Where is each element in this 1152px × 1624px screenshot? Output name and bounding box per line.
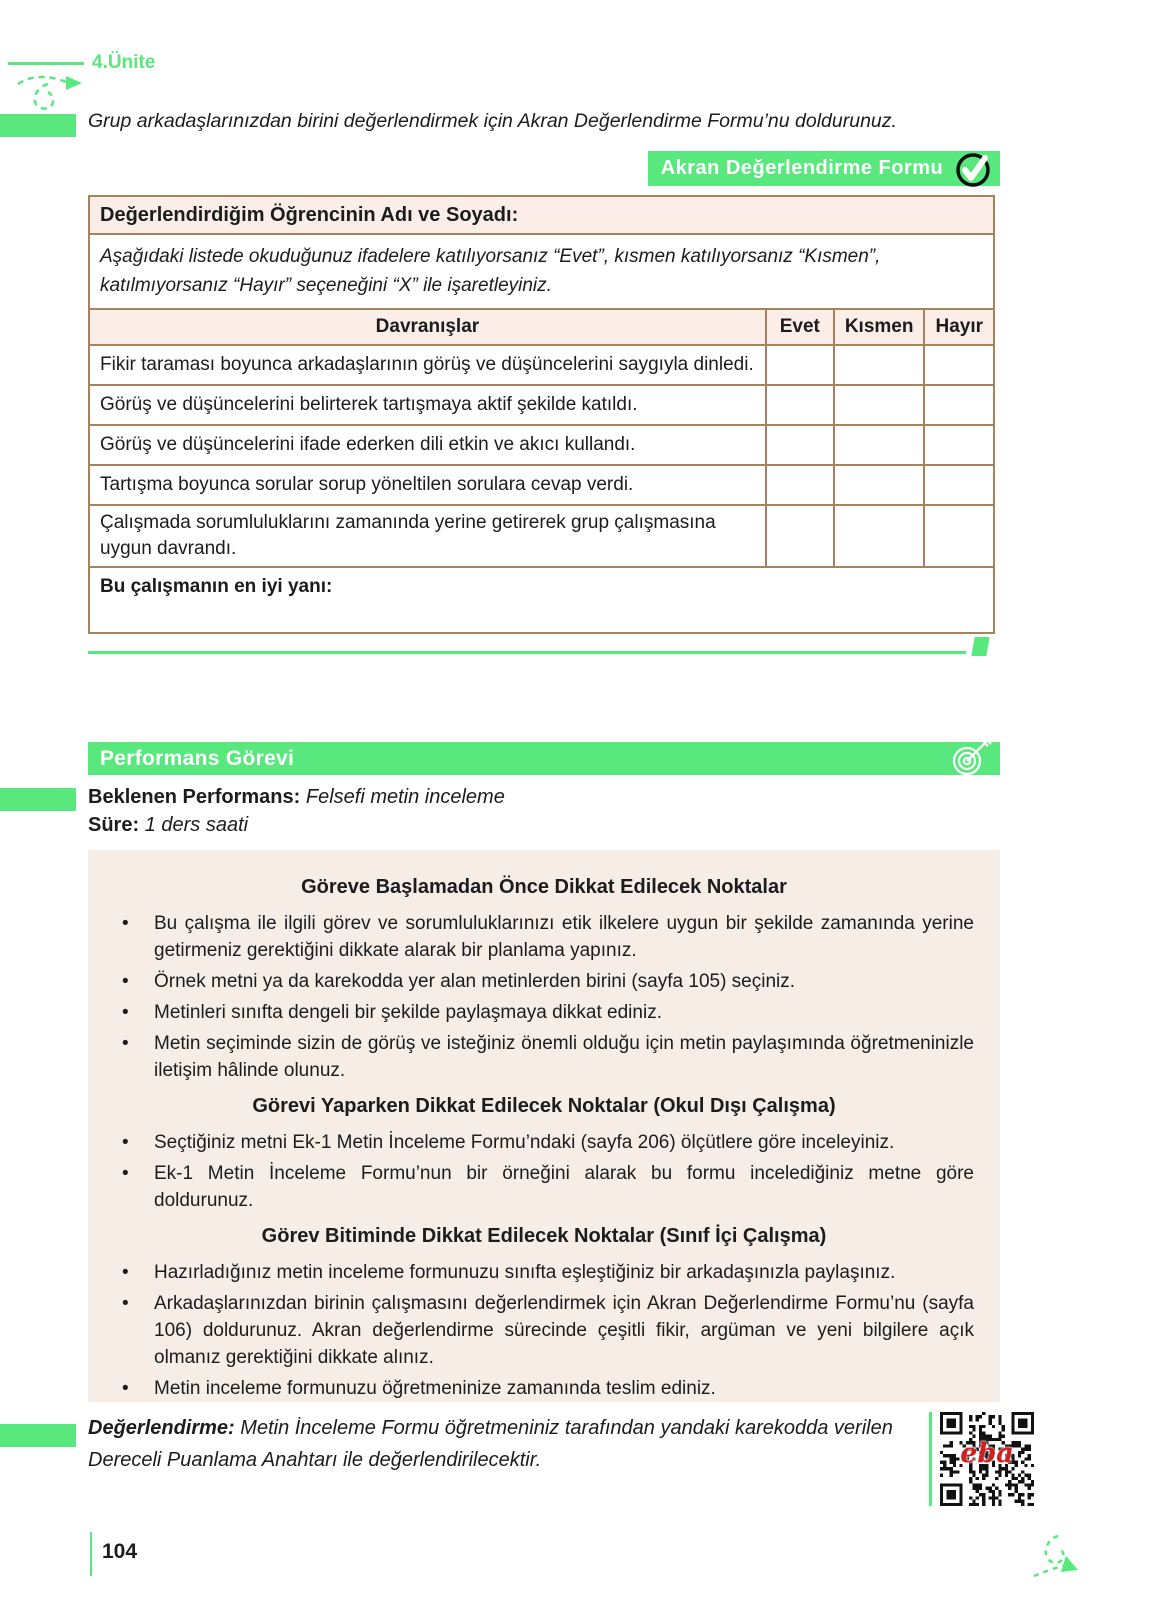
table-row [89, 234, 994, 309]
answer-cell-hayir[interactable] [924, 465, 994, 505]
unit-label: 4.Ünite [92, 52, 156, 73]
answer-cell-evet[interactable] [766, 505, 834, 567]
student-name-label: Değerlendirdiğim Öğrencinin Adı ve Soyadı: [100, 203, 519, 226]
bullet-item: • Örnek metni ya da karekodda yer alan metinlerden birini (sayfa 105) seçiniz. [114, 969, 974, 996]
bullet-list-during [114, 1130, 974, 1215]
answer-cell-evet[interactable] [766, 385, 834, 425]
peer-form-banner [648, 151, 1000, 186]
section-heading-during: Görevi Yaparken Dikkat Edilecek Noktalar (Okul Dışı Çalışma) [252, 1094, 836, 1117]
bullet-item: • Metin inceleme formunuzu öğretmeninize zamanında teslim ediniz. [114, 1376, 974, 1402]
answer-cell-evet[interactable] [766, 465, 834, 505]
bullet-list-after [114, 1260, 974, 1402]
answer-cell-kismen[interactable] [834, 465, 925, 505]
performance-task-title: Performans Görevi [100, 746, 295, 770]
answer-cell-kismen[interactable] [834, 425, 925, 465]
check-circle-icon [952, 148, 994, 195]
bullet-item: • Ek-1 Metin İnceleme Formu’nun bir örneğini alarak bu formu incelediğiniz metne göre doldurunuz. [114, 1161, 974, 1215]
dashed-loop-arrow-icon [1028, 1532, 1092, 1584]
peer-evaluation-table [88, 195, 995, 634]
section-heading-before: Göreve Başlamadan Önce Dikkat Edilecek Noktalar [301, 876, 787, 898]
column-header-hayir: Hayır [924, 309, 994, 345]
answer-cell-hayir[interactable] [924, 345, 994, 385]
student-name-field[interactable] [89, 196, 994, 234]
intro-instruction: Grup arkadaşlarınızdan birini değerlendirmek için Akran Değerlendirme Formu’nu doldurunuz. [88, 110, 897, 132]
behavior-text: Görüş ve düşüncelerini ifade ederken dili etkin ve akıcı kullandı. [89, 425, 766, 465]
table-header-row [89, 309, 994, 345]
section-heading-after: Görev Bitiminde Dikkat Edilecek Noktalar (Sınıf İçi Çalışma) [261, 1224, 827, 1247]
behavior-text: Fikir taraması boyunca arkadaşlarının görüş ve düşüncelerini saygıyla dinledi. [89, 345, 766, 385]
answer-cell-kismen[interactable] [834, 385, 925, 425]
performance-margin-bar [0, 788, 76, 811]
behavior-text: Çalışmada sorumluluklarını zamanında yerine getirerek grup çalışmasına uygun davrandı. [89, 505, 766, 567]
table-row [89, 567, 994, 633]
qr-code [940, 1412, 1034, 1506]
answer-cell-kismen[interactable] [834, 345, 925, 385]
expected-performance-value: Felsefi metin inceleme [305, 786, 505, 808]
qr-accent-line [929, 1412, 932, 1506]
answer-cell-evet[interactable] [766, 345, 834, 385]
answer-cell-hayir[interactable] [924, 385, 994, 425]
column-header-evet: Evet [766, 309, 834, 345]
duration-line [88, 814, 248, 837]
duration-value: 1 ders saati [144, 814, 249, 836]
divider-accent [971, 637, 989, 656]
behavior-text: Görüş ve düşüncelerini belirterek tartışmaya aktif şekilde katıldı. [89, 385, 766, 425]
task-instructions-box [88, 850, 1000, 1402]
bullet-item: • Metin seçiminde sizin de görüş ve isteğiniz önemli olduğu için metin paylaşımında öğretmeninizle iletişim hâlinde olunuz. [114, 1031, 974, 1085]
unit-header-line [8, 62, 84, 65]
table-row [89, 385, 994, 425]
duration-label: Süre: [88, 814, 140, 836]
best-part-field[interactable] [89, 567, 994, 633]
bullet-item: • Arkadaşlarınızdan birinin çalışmasını değerlendirmek için Akran Değerlendirme Formu’nu (sayfa 106) doldurunuz. Akran değerlendirme sürecinde çeşitli fikir, argüman ve yeni bilgilere açık olmanız gerektiğini dikkate alınız. [114, 1291, 974, 1372]
expected-performance-line [88, 786, 505, 809]
bullet-list-before [114, 911, 974, 1085]
dashed-loop-arrow-icon [14, 66, 86, 114]
bullet-item: • Bu çalışma ile ilgili görev ve sorumluluklarınızı etik ilkelere uygun bir şekilde zamanında yerine getirmeniz gerektiğini dikkate alarak bir planlama yapınız. [114, 911, 974, 965]
answer-cell-kismen[interactable] [834, 505, 925, 567]
answer-cell-hayir[interactable] [924, 505, 994, 567]
page-number: 104 [102, 1540, 138, 1563]
evaluation-note [88, 1412, 898, 1476]
evaluation-label: Değerlendirme: [88, 1417, 235, 1439]
section-divider-line [88, 651, 966, 654]
best-part-label: Bu çalışmanın en iyi yanı: [100, 576, 333, 597]
peer-form-banner-title: Akran Değerlendirme Formu [660, 157, 944, 179]
table-row [89, 505, 994, 567]
bullet-item: • Metinleri sınıfta dengeli bir şekilde paylaşmaya dikkat ediniz. [114, 1000, 974, 1027]
table-row [89, 425, 994, 465]
table-row [89, 465, 994, 505]
performance-task-banner [88, 742, 1000, 775]
table-row [89, 196, 994, 234]
answer-cell-evet[interactable] [766, 425, 834, 465]
bullet-item: • Seçtiğiniz metni Ek-1 Metin İnceleme Formu’ndaki (sayfa 206) ölçütlere göre inceleyiniz. [114, 1130, 974, 1157]
form-instructions: Aşağıdaki listede okuduğunuz ifadelere katılıyorsanız “Evet”, kısmen katılıyorsanız “Kısmen”, katılmıyorsanız “Hayır” seçeneğini “X” ile işaretleyiniz. [89, 234, 994, 309]
evaluation-text: Metin İnceleme Formu öğretmeniniz tarafından yandaki karekodda verilen Dereceli Puanlama Anahtarı ile değerlendirilecektir. [88, 1417, 893, 1471]
table-row [89, 345, 994, 385]
behavior-text: Tartışma boyunca sorular sorup yöneltilen sorulara cevap verdi. [89, 465, 766, 505]
expected-performance-label: Beklenen Performans: [88, 786, 301, 808]
eba-logo: eba [960, 1438, 1014, 1469]
evaluation-margin-bar [0, 1424, 76, 1447]
target-dart-icon [948, 736, 994, 785]
bullet-item: • Hazırladığınız metin inceleme formunuzu sınıfta eşleştiğiniz bir arkadaşınızla paylaşınız. [114, 1260, 974, 1287]
column-header-kismen: Kısmen [834, 309, 925, 345]
intro-margin-bar [0, 114, 76, 137]
page-number-line [90, 1532, 92, 1576]
column-header-behaviors: Davranışlar [89, 309, 766, 345]
answer-cell-hayir[interactable] [924, 425, 994, 465]
